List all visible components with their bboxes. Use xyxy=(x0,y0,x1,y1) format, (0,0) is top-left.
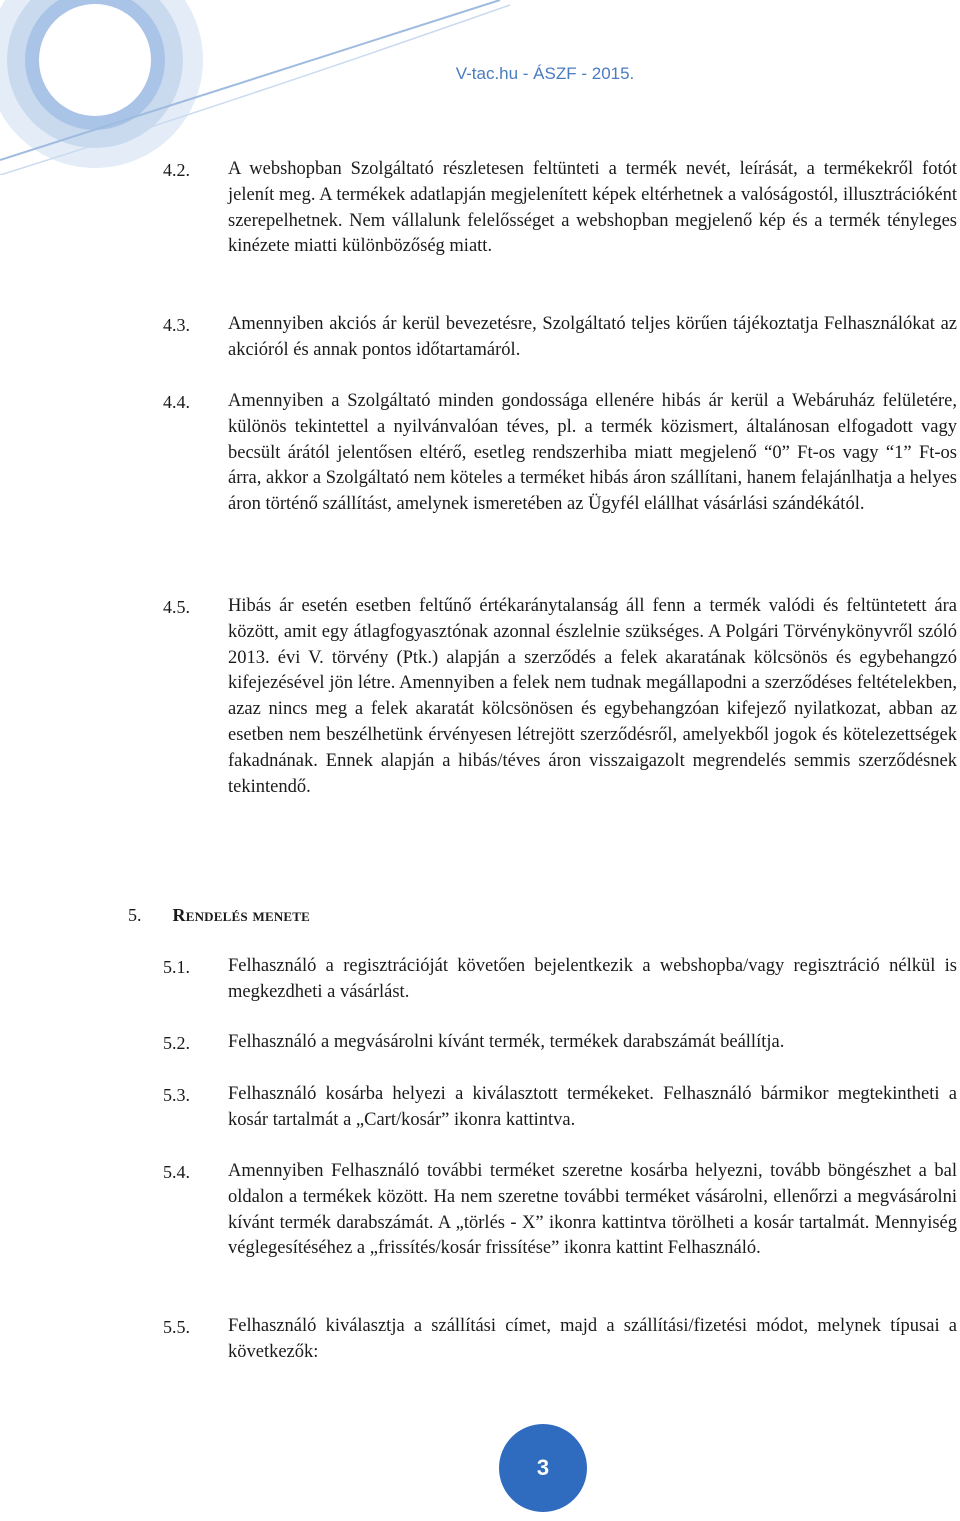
clause-4-4 xyxy=(163,389,957,518)
clause-5-4 xyxy=(163,1159,957,1262)
clause-text: Felhasználó kiválasztja a szállítási címet, majd a szállítási/fizetési módot, melynek típusai a következők: xyxy=(228,1316,957,1362)
page-number: 3 xyxy=(536,1455,550,1480)
clause-text: Felhasználó kosárba helyezi a kiválasztott termékeket. Felhasználó bármikor megtekintheti a kosár tartalmát a „Cart/kosár” ikonra kattintva. xyxy=(228,1084,957,1130)
clause-text: A webshopban Szolgáltató részletesen feltünteti a termék nevét, leírását, a termékekről fotót jelenít meg. A termékek adatlapján megjelenített képek eltérhetnek a valóságostól, illusztrációként szerepelhetnek. Nem vállalunk felelősséget a webshopban megjelenő kép és a termék tényleges kinézete miatti különbözőség miatt. xyxy=(228,159,957,257)
clause-number: 5.3. xyxy=(163,1085,190,1105)
page-header: V-tac.hu - ÁSZF - 2015. xyxy=(455,64,635,83)
clause-number: 4.5. xyxy=(163,597,190,617)
clause-4-5 xyxy=(163,594,957,800)
page-number-badge xyxy=(499,1424,587,1512)
clause-text: Felhasználó a megvásárolni kívánt termék, termékek darabszámát beállítja. xyxy=(228,1032,785,1052)
clause-5-5 xyxy=(163,1314,957,1366)
clause-5-1 xyxy=(163,954,957,1006)
section-number: 5. xyxy=(128,905,142,925)
clause-number: 5.5. xyxy=(163,1317,190,1337)
clause-text: Amennyiben a Szolgáltató minden gondossága ellenére hibás ár kerül a Webáruház felületére, különös tekintettel a nyilvánvalóan téves, pl. a termék közismert, általánosan elfogadott vagy becsült árától jelentősen eltérő, esetleg rendszerhiba miatt megjelenő “0” Ft-os vagy “1” Ft-os árra, akkor a Szolgáltató nem köteles a terméket hibás áron szállítani, hanem felajánlhatja a helyes áron történő szállítást, amelynek ismeretében az Ügyfél elállhat vásárlási szándékától. xyxy=(228,391,957,515)
clause-number: 5.1. xyxy=(163,957,190,977)
clause-number: 5.2. xyxy=(163,1033,190,1053)
clause-text: Amennyiben akciós ár kerül bevezetésre, Szolgáltató teljes körűen tájékoztatja Felhasználókat az akcióról és annak pontos időtartamáról. xyxy=(228,314,957,360)
section-heading xyxy=(128,902,310,928)
clause-text: Hibás ár esetén esetben feltűnő értékaránytalanság áll fenn a termék valódi és feltüntetett ára között, amit egy átlagfogyasztónak azonnal észlelnie szükséges. A Polgári Törvénykönyvről szóló 2013. évi V. törvény (Ptk.) alapján a szerződés a felek akaratának kölcsönös és egybehangzó kifejezésével jön létre. Amennyiben a felek nem tudnak megállapodni a szerződéses feltételekben, azaz nincs meg a felek akaratát kölcsönösen és egybehangzóan kifejező nyilatkozat, abban az esetben nem beszélhetünk érvényesen létrejött szerződésről, amelyekből jogok és kötelezettségek fakadnának. Ennek alapján a hibás/téves áron visszaigazolt megrendelés semmis szerződésnek tekintendő. xyxy=(228,596,957,797)
clause-4-2 xyxy=(163,157,957,260)
clause-number: 4.3. xyxy=(163,315,190,335)
clause-text: Amennyiben Felhasználó további terméket szeretne kosárba helyezni, tovább böngészhet a bal oldalon a termékek között. Ha nem szeretne további terméket vásárolni, ellenőrzi a megvásárolni kívánt termék darabszámát. A „törlés - X” ikonra kattintva törölheti a kosár tartalmát. Mennyiség véglegesítéséhez a „frissítés/kosár frissítése” ikonra kattint Felhasználó. xyxy=(228,1161,957,1259)
clause-5-3 xyxy=(163,1082,957,1134)
clause-number: 5.4. xyxy=(163,1162,190,1182)
clause-text: Felhasználó a regisztrációját követően bejelentkezik a webshopba/vagy regisztráció nélkül is megkezdheti a vásárlást. xyxy=(228,956,957,1002)
corner-decoration xyxy=(0,0,520,175)
clause-number: 4.2. xyxy=(163,160,190,180)
clause-number: 4.4. xyxy=(163,392,190,412)
clause-4-3 xyxy=(163,312,957,364)
section-title: Rendelés menete xyxy=(172,905,311,925)
clause-5-2 xyxy=(163,1030,957,1056)
